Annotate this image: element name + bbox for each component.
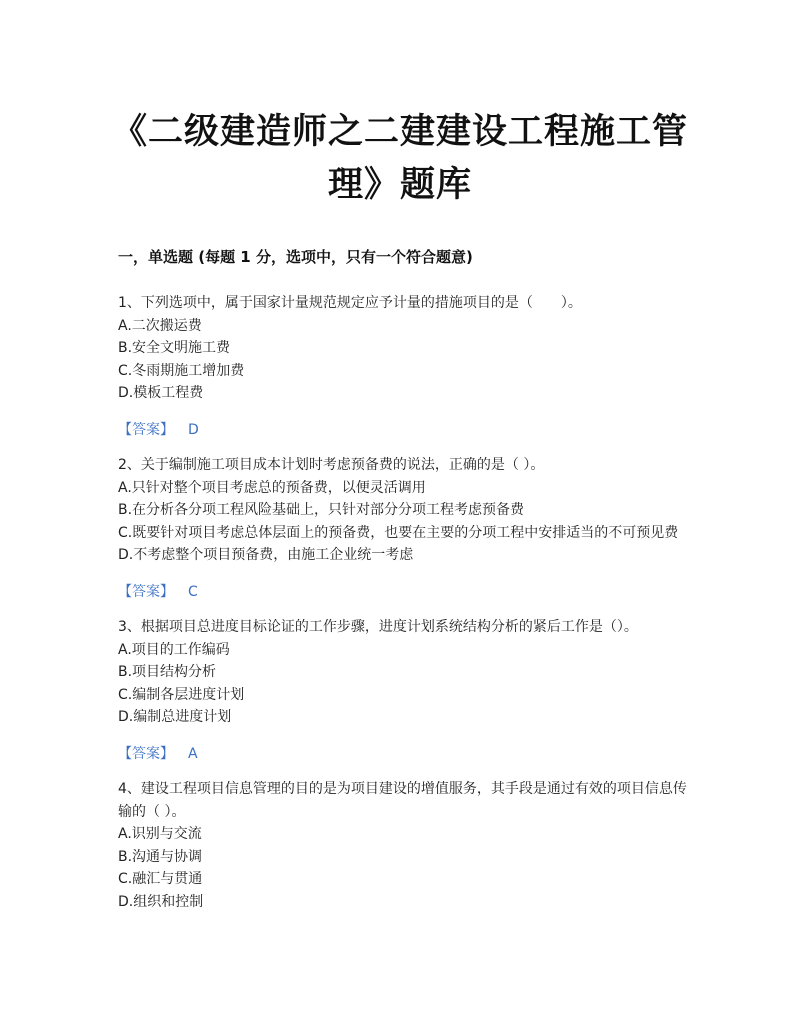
answer-line [118, 581, 688, 604]
answer-value: C [188, 583, 198, 600]
title-line-1: 《二级建造师之二建建设工程施工管 [111, 112, 688, 152]
option-c: C.编制各层进度计划 [118, 686, 245, 703]
option-c: C.既要针对项目考虑总体层面上的预备费，也要在主要的分项工程中安排适当的不可预见费 [118, 524, 679, 541]
section-heading: 一，单选题 (每题 1 分，选项中，只有一个符合题意) [118, 248, 473, 266]
answer-value: A [188, 745, 198, 762]
answer-value: D [188, 421, 199, 438]
question-text: 1、下列选项中，属于国家计量规范规定应予计量的措施项目的是（ ）。 [118, 295, 582, 311]
option-c: C.冬雨期施工增加费 [118, 362, 245, 379]
question-2 [118, 454, 688, 603]
document-title [100, 106, 700, 212]
question-text: 3、根据项目总进度目标论证的工作步骤，进度计划系统结构分析的紧后工作是（）。 [118, 619, 638, 635]
question-list [118, 292, 688, 913]
answer-label: 【答案】 [118, 745, 174, 762]
option-d: D.模板工程费 [118, 385, 204, 401]
option-a: A.二次搬运费 [118, 317, 202, 334]
answer-line [118, 743, 688, 766]
option-b: B.沟通与协调 [118, 848, 203, 865]
question-text: 2、关于编制施工项目成本计划时考虑预备费的说法，正确的是（ ）。 [118, 457, 545, 473]
option-b: B.安全文明施工费 [118, 340, 231, 356]
question-1 [118, 292, 688, 441]
answer-line [118, 419, 688, 442]
title-line-2: 理》题库 [327, 165, 472, 205]
answer-label: 【答案】 [118, 421, 174, 438]
question-3 [118, 616, 688, 765]
question-text: 4、建设工程项目信息管理的目的是为项目建设的增值服务，其手段是通过有效的项目信息传输的（ ）。 [118, 781, 687, 820]
option-a: A.只针对整个项目考虑总的预备费，以便灵活调用 [118, 479, 426, 496]
option-d: D.不考虑整个项目预备费，由施工企业统一考虑 [118, 547, 414, 563]
option-d: D.组织和控制 [118, 893, 204, 910]
option-c: C.融汇与贯通 [118, 871, 203, 887]
option-a: A.项目的工作编码 [118, 641, 230, 658]
option-d: D.编制总进度计划 [118, 709, 232, 725]
question-4 [118, 778, 688, 913]
option-a: A.识别与交流 [118, 826, 202, 842]
option-b: B.在分析各分项工程风险基础上，只针对部分分项工程考虑预备费 [118, 502, 525, 518]
option-b: B.项目结构分析 [118, 664, 217, 680]
answer-label: 【答案】 [118, 583, 174, 600]
